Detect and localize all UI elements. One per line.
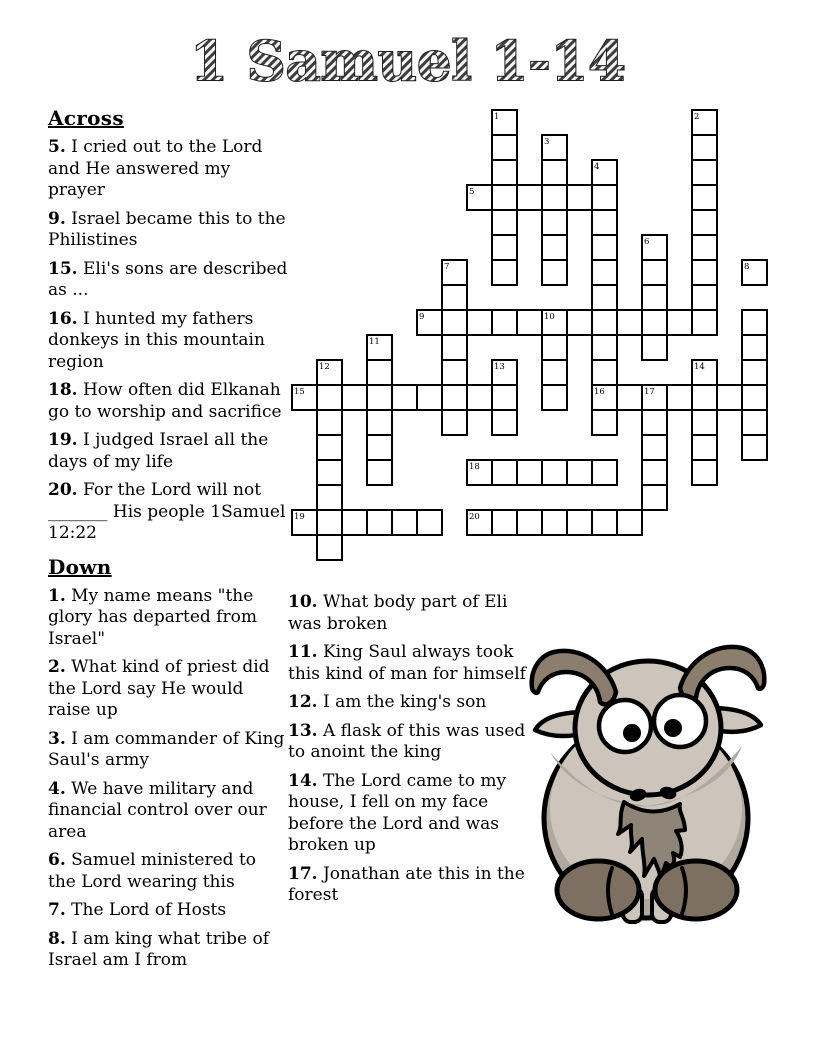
down-clue-list-2 [288,592,538,907]
grid-cell[interactable] [542,185,567,210]
grid-cell-number: 18 [469,462,480,472]
grid-cell[interactable] [492,135,517,160]
grid-cell[interactable] [692,385,717,410]
clue-17: 17. Jonathan ate this in the forest [288,863,525,905]
grid-cell[interactable] [442,360,467,385]
grid-cell[interactable] [492,210,517,235]
grid-cell-number: 9 [419,312,425,322]
grid-cell[interactable] [692,460,717,485]
clue-13: 13. A flask of this was used to anoint the king [288,720,526,762]
clue-15: 15. Eli's sons are described as ... [48,258,288,300]
goat-horn-right [680,647,764,701]
grid-cell[interactable] [542,335,567,360]
grid-cell[interactable] [592,360,617,385]
grid-cell[interactable] [392,510,417,535]
grid-cell[interactable] [367,435,392,460]
clues-column-left [48,106,288,979]
grid-cell[interactable] [592,235,617,260]
grid-cell[interactable] [542,160,567,185]
grid-cell[interactable] [667,310,692,335]
across-heading: Across [48,106,124,130]
clue-12: 12. I am the king's son [288,692,487,712]
grid-cell[interactable] [542,360,567,385]
across-clue-list [48,137,288,545]
grid-cell[interactable] [692,135,717,160]
goat-eye-left [599,700,651,752]
grid-cell-number: 15 [294,387,305,397]
grid-cell-number: 4 [594,162,600,172]
grid-cell[interactable] [642,485,667,510]
grid-cell[interactable] [517,310,542,335]
grid-cell[interactable] [692,260,717,285]
grid-cell[interactable] [692,235,717,260]
grid-cell[interactable] [742,410,767,435]
grid-cell-number: 10 [544,312,555,322]
grid-cell-number: 3 [544,137,550,147]
clue-5: 5. I cried out to the Lord and He answered my prayer [48,137,263,200]
grid-cell[interactable] [642,260,667,285]
clue-11: 11. King Saul always took this kind of man for himself [288,642,526,684]
grid-cell-number: 6 [644,237,650,247]
grid-cell[interactable] [542,210,567,235]
grid-cell[interactable] [642,410,667,435]
grid-cell[interactable] [442,310,467,335]
grid-cell[interactable] [542,260,567,285]
grid-cell[interactable] [592,460,617,485]
grid-cell-number: 17 [644,387,655,397]
grid-cell-number: 19 [294,512,305,522]
goat-pupil-left [623,724,641,742]
grid-cell[interactable] [567,460,592,485]
grid-cell[interactable] [692,210,717,235]
grid-cell[interactable] [542,460,567,485]
grid-cell[interactable] [692,310,717,335]
grid-cell[interactable] [692,435,717,460]
clue-19: 19. I judged Israel all the days of my life [48,430,269,472]
grid-cell[interactable] [417,385,442,410]
grid-cell[interactable] [367,385,392,410]
grid-cell[interactable] [592,260,617,285]
page-title-wrap [0,26,816,100]
grid-cell[interactable] [692,185,717,210]
grid-cell[interactable] [642,335,667,360]
grid-cell[interactable] [642,460,667,485]
grid-cell[interactable] [517,510,542,535]
grid-cell[interactable] [567,510,592,535]
grid-cell-number: 20 [469,512,480,522]
grid-cell[interactable] [442,335,467,360]
grid-cell[interactable] [317,510,342,535]
grid-cell[interactable] [367,510,392,535]
grid-cell[interactable] [617,310,642,335]
grid-cell[interactable] [317,460,342,485]
goat-hoof-right [655,861,737,919]
clue-1: 1. My name means "the glory has departed from Israel" [48,585,257,649]
grid-cell[interactable] [367,460,392,485]
grid-cell[interactable] [342,385,367,410]
grid-cell[interactable] [742,435,767,460]
grid-cell[interactable] [492,310,517,335]
grid-cell[interactable] [442,410,467,435]
grid-cell-number: 11 [369,337,380,347]
grid-cell-number: 2 [694,112,700,122]
clue-6: 6. Samuel ministered to the Lord wearing this [48,850,257,892]
clue-16: 16. I hunted my fathers donkeys in this mountain region [48,308,265,372]
grid-cell[interactable] [592,185,617,210]
down-heading: Down [48,554,112,579]
crossword-grid-svg [290,108,769,562]
grid-cell[interactable] [592,285,617,310]
grid-cell[interactable] [317,535,342,560]
clue-9: 9. Israel became this to the Philistines [48,208,286,250]
grid-cell-number: 16 [594,387,605,397]
page-title-art [188,26,628,96]
grid-cell[interactable] [642,435,667,460]
grid-cell[interactable] [592,210,617,235]
grid-cell[interactable] [592,410,617,435]
grid-cell[interactable] [317,410,342,435]
grid-cell[interactable] [617,385,642,410]
grid-cell[interactable] [542,510,567,535]
goat-eye-right [654,695,706,747]
grid-cell[interactable] [592,335,617,360]
grid-cell[interactable] [567,310,592,335]
grid-cell-number: 13 [494,362,505,372]
grid-cell[interactable] [642,310,667,335]
grid-cell[interactable] [692,410,717,435]
grid-cell[interactable] [492,235,517,260]
grid-cell[interactable] [592,310,617,335]
grid-cell-number: 8 [744,262,750,272]
page-title: 1 Samuel 1-14 [190,29,626,93]
clue-4: 4. We have military and financial control over our area [48,778,267,842]
clue-18: 18. How often did Elkanah go to worship and sacrifice [48,380,282,422]
clue-7: 7. The Lord of Hosts [48,900,227,920]
grid-cell[interactable] [592,510,617,535]
grid-cell[interactable] [642,285,667,310]
grid-cell[interactable] [742,335,767,360]
grid-cell[interactable] [517,185,542,210]
grid-cell[interactable] [742,310,767,335]
goat-horn-left [532,651,616,705]
grid-cell[interactable] [317,385,342,410]
grid-cell[interactable] [442,285,467,310]
grid-cell[interactable] [492,460,517,485]
grid-cell[interactable] [317,485,342,510]
goat-svg [528,628,772,928]
crossword-grid [290,108,769,566]
grid-cell[interactable] [567,185,592,210]
grid-cell[interactable] [342,510,367,535]
clue-2: 2. What kind of priest did the Lord say He would raise up [48,657,270,720]
clue-10: 10. What body part of Eli was broken [288,592,508,634]
goat-illustration [528,628,772,932]
clue-20: 20. For the Lord will not _______ His people 1Samuel 12:22 [48,480,286,543]
grid-cell[interactable] [492,160,517,185]
grid-cell[interactable] [442,385,467,410]
goat-hoof-left [557,861,639,919]
grid-cell[interactable] [692,160,717,185]
grid-cell[interactable] [492,385,517,410]
goat-pupil-right [664,719,682,737]
clue-8: 8. I am king what tribe of Israel am I from [48,928,270,970]
grid-cell-number: 7 [444,262,450,272]
grid-cell-number: 12 [319,362,330,372]
grid-cell[interactable] [742,360,767,385]
grid-cell-number: 5 [469,187,475,197]
grid-cell[interactable] [667,385,692,410]
grid-cell[interactable] [492,260,517,285]
grid-cell[interactable] [492,410,517,435]
grid-cell[interactable] [542,235,567,260]
grid-cell[interactable] [717,385,742,410]
down-clue-list-1 [48,586,288,972]
clue-3: 3. I am commander of King Saul's army [48,728,285,770]
grid-cell[interactable] [467,310,492,335]
grid-cell[interactable] [392,385,417,410]
grid-cell[interactable] [692,285,717,310]
grid-cell[interactable] [467,385,492,410]
grid-cell[interactable] [617,510,642,535]
grid-cell[interactable] [492,510,517,535]
grid-cell[interactable] [417,510,442,535]
grid-cell-number: 14 [694,362,705,372]
grid-cell[interactable] [517,460,542,485]
grid-cell[interactable] [367,410,392,435]
clue-14: 14. The Lord came to my house, I fell on my face before the Lord and was broken up [288,770,507,855]
grid-cell-number: 1 [494,112,500,122]
grid-cell[interactable] [542,385,567,410]
grid-cell[interactable] [742,385,767,410]
clues-column-middle [288,592,538,914]
grid-cell[interactable] [492,185,517,210]
grid-cell[interactable] [317,435,342,460]
grid-cell[interactable] [367,360,392,385]
